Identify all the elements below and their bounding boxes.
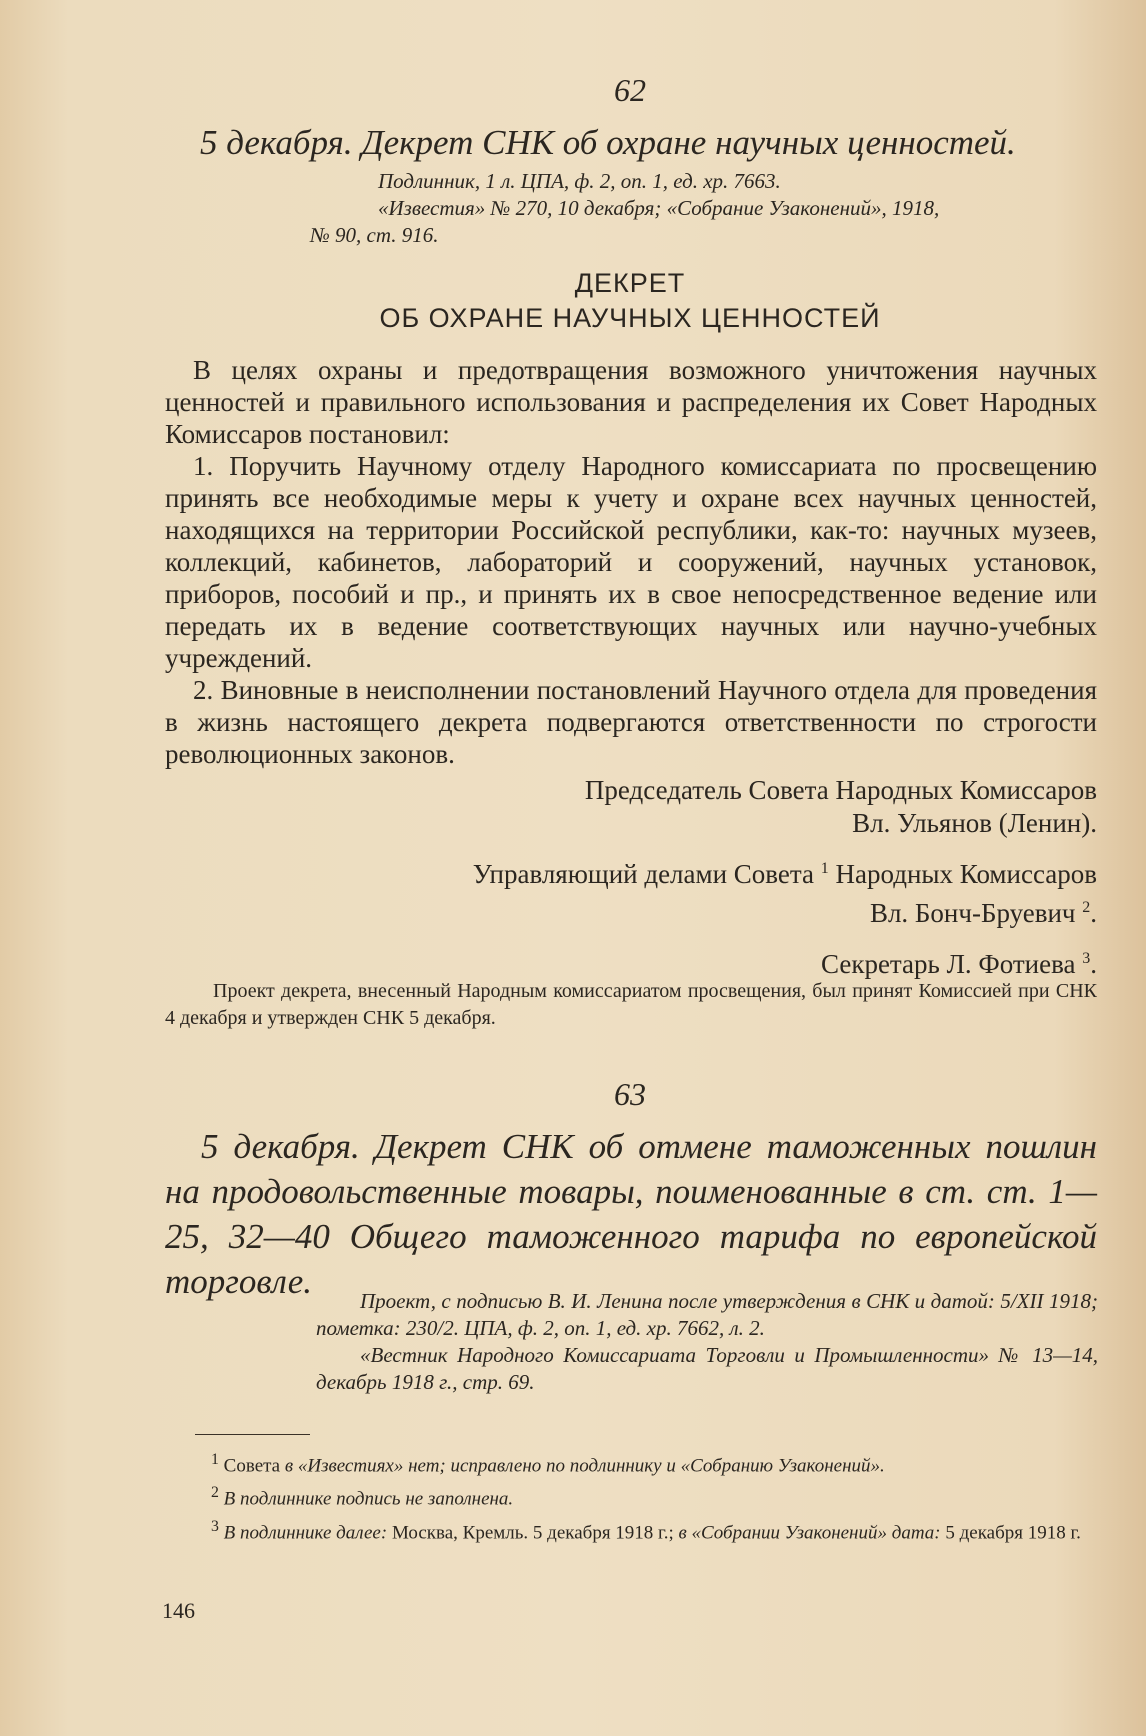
signature-1-title: Председатель Совета Народных Комиссаров (584, 775, 1097, 805)
source-line: Проект, с подписью В. И. Ленина после утверждения в СНК и датой: 5/XII 1918; пометка: 230/2. ЦПА, ф. 2, оп. 1, ед. хр. 7662, л. 2. (316, 1289, 1098, 1340)
signature-2-name: Вл. Бонч-Бруевич $^2$. (869, 898, 1097, 928)
clause-1: 1. Поручить Научному отделу Народного комиссариата по просвещению принять все необходимые меры к учету и охране всех научных ценностей, находящихся на территории Российской республики, как-то: научных музеев, коллекций, кабинетов, лабораторий и сооружений, научных установок, приборов, пособий и пр., и принять их в свое непосредственное ведение или передать их в ведение соответствующих научных или научно-учебных учреждений. (165, 451, 1097, 673)
document-number: 62 (614, 72, 646, 108)
signature-1-name: Вл. Ульянов (Ленин). (852, 808, 1097, 838)
page-number: 146 (162, 1598, 195, 1623)
heading-line-2: ОБ ОХРАНЕ НАУЧНЫХ ЦЕННОСТЕЙ (379, 303, 881, 333)
document-title: 5 декабря. Декрет СНК об охране научных ценностей. (200, 123, 1016, 162)
decree-heading (163, 266, 1097, 336)
source-block (310, 168, 1100, 249)
signature-2-title: Управляющий делами Совета $^1$ Народных Комиссаров (472, 859, 1097, 889)
footnote-2: $^2$ В подлиннике подпись не заполнена. (211, 1484, 514, 1510)
editorial-note: Проект декрета, внесенный Народным комиссариатом просвещения, был принят Комиссией при СНК 4 декабря и утвержден СНК 5 декабря. (165, 980, 1097, 1029)
signatures (165, 774, 1097, 981)
footnotes (163, 1446, 1097, 1546)
footnote-mark: 2 (1082, 899, 1091, 916)
footnote-mark: 3 (1082, 950, 1091, 967)
source-line: № 90, ст. 916. (310, 223, 439, 247)
footnote-3: $^3$ В подлиннике далее: Москва, Кремль. 5 декабря 1918 г.; в «Собрании Узаконений» дата: 5 декабря 1918 г. (211, 1517, 1081, 1543)
source-block (316, 1288, 1098, 1396)
source-line: Подлинник, 1 л. ЦПА, ф. 2, оп. 1, ед. хр. 7663. (378, 169, 781, 193)
clause-2: 2. Виновные в неисполнении постановлений Научного отдела для проведения в жизнь настоящего декрета подвергаются ответственности по строгости революционных законов. (165, 675, 1097, 769)
footnote-1: $^1$ Совета в «Известиях» нет; исправлено по подлиннику и «Собранию Узаконений». (211, 1451, 885, 1477)
intro-paragraph: В целях охраны и предотвращения возможного уничтожения научных ценностей и правильного использования и распределения их Совет Народных Комиссаров постановил: (165, 355, 1097, 449)
document-title: 5 декабря. Декрет СНК об отмене таможенных пошлин на продовольственные товары, поименованные в ст. ст. 1—25, 32—40 Общего таможенного тарифа по европейской торговле. (165, 1127, 1097, 1301)
source-line: «Вестник Народного Комиссариата Торговли и Промышленности» № 13—14, декабрь 1918 г., стр. 69. (316, 1343, 1098, 1394)
source-line: «Известия» № 270, 10 декабря; «Собрание Узаконений», 1918, (378, 196, 940, 220)
document-number: 63 (614, 1076, 646, 1112)
footnote-divider (195, 1434, 310, 1435)
decree-body (165, 354, 1097, 770)
heading-line-1: ДЕКРЕТ (574, 268, 686, 298)
signature-3: Секретарь Л. Фотиева $^3$. (821, 949, 1097, 979)
footnote-mark: 1 (820, 860, 829, 877)
